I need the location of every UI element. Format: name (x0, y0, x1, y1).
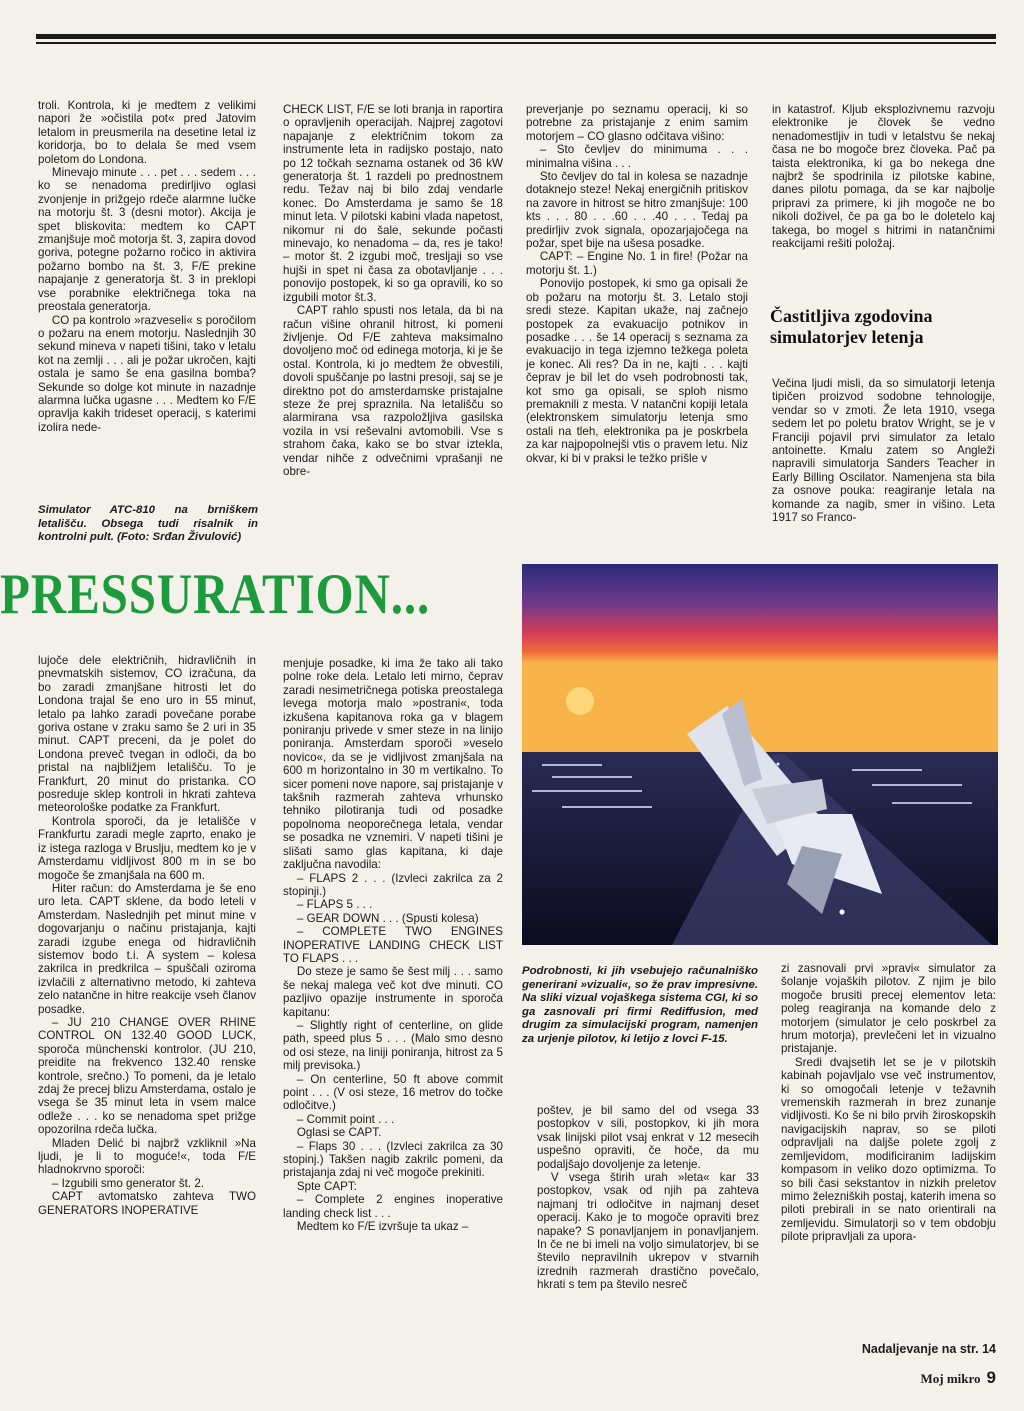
paragraph: – Commit point . . . (296, 1112, 395, 1126)
paragraph: troli. Kontrola, ki je medtem z velikimi napori že »očistila pot« pred Jatovim letalom in preusmerila na desetine letal iz koridorja, bo to delala še med vsem poletom do Londona. (38, 99, 256, 166)
top-rule (36, 34, 996, 39)
sky (522, 564, 998, 754)
column-4-mid (772, 377, 995, 549)
headline: PRESSURATION... (0, 563, 431, 626)
column-1-top (38, 99, 256, 499)
paragraph: Mladen Delić bi najbrž vzkliknil »Na ljudi, je li to moguće!«, toda F/E hladnokrvno sporoči: (38, 1136, 256, 1177)
paragraph: – Izgubili smo generator št. 2. (51, 1176, 204, 1190)
paragraph: – FLAPS 5 . . . (296, 898, 373, 912)
paragraph: CAPT rahlo spusti nos letala, da bi na račun višine ohranil hitrost, ki pomeni življenje. Od F/E zahteva maksimalno dovoljeno moč od edinega motorja, ki je še ostal. Kontrola, ki jo medtem že obvestili, dovoli spuščanje po lastni presoji, saj se je direktno pot do amsterdamske pristajalne steze že prej spraznila. Na letališču so alarmirana vsa razpoložljiva gasilska vozila in vsi reševalni avtomobili. Vse s strahom čaka, kako se bo stvar iztekla, vendar nihče z odvečnimi vprašanji ne obre- (283, 304, 503, 478)
magazine-name: Moj mikro (920, 1371, 981, 1386)
paragraph: V vsega štirih urah »leta« kar 33 postopkov, vsak od njih pa zahteva najmanj tri odločitve in najmanj deset operacij. Kako je to mogoče opraviti brez napake? S ponavljanjem in ponavljanjem. In če ne bi imeli na voljo simulatorjev, bi se število nepravilnih ukrepov v stvarnih izrednih razmerah drastično povečalo, hkrati s tem pa število nesreč (537, 1171, 759, 1292)
paragraph: Oglasi se CAPT. (296, 1126, 382, 1140)
paragraph: Sto čevljev do tal in kolesa se nazadnje dotaknejo steze! Nekaj energičnih pritiskov na zavore in hitrost se hitro zmanjšuje: 100 kts . . . 80 . . .60 . . .40 . . . Tedaj pa predirljiv zvok signala, opozarjajočega na požar, spet bije na ušesa posadke. (526, 170, 748, 251)
paragraph: Sredi dvajsetih let se je v pilotskih kabinah pojavljalo vse več instrumentov, ki so omogočali letenje v težavnih vremenskih razmerah in brez zunanje vidljivosti. Ko še ni bilo prvih žiroskopskih navigacijskih naprav, so se piloti odpravljali na daljše polete zgolj z zemljevidom, modificiranim ladijskim kompasom in veliko dozo optimizma. To so bili časi sekstantov in nizkih preletov mimo železniških postaj, katerih imena so piloti prebirali in se nato orientirali na zemljevidu. Simulatorji so v tem obdobju pilote pripravljali za upora- (781, 1055, 996, 1244)
paragraph: – Flaps 30 . . . (Izvleci zakrilca za 30 stopinj.) Takšen nagib zakrilc pomeni, da pristajanja zdaj ni več mogoče prekiniti. (283, 1139, 503, 1180)
column-2-bottom (283, 657, 503, 1330)
photo-caption-simulator: Simulator ATC-810 na brniškem letališču. Obsega tudi risalnik in kontrolni pult. (Foto: Srđan Živulović) (38, 504, 258, 544)
top-rule-thin (36, 42, 996, 44)
paragraph: – Slightly right of centerline, on glide path, speed plus 5 . . . (Malo smo desno od osi steze, na liniji poniranja, hitrost za 5 milj previsoka.) (283, 1018, 503, 1073)
paragraph: Minevajo minute . . . pet . . . sedem . . . ko se nenadoma predirljivo oglasi zvonjenje in prižgejo rdeče alarmne lučke na motorju št. 3 (desni motor). Akcija je spet bliskovita: medtem ko CAPT zmanjšuje moč motorja št. 3, zapira dovod goriva, potegne požarno ročico in aktivira požarno bombo na št. 3, F/E prekine napajanje z generatorja št. 3 in preklopi vse porabnike električnega toka na preostala generatorja. (38, 166, 256, 314)
paragraph: – GEAR DOWN . . . (Spusti kolesa) (296, 911, 479, 925)
paragraph: Večina ljudi misli, da so simulatorji letenja tipičen proizvod sodobne tehnologije, vendar so v zmoti. Že leta 1910, vsega sedem let po poletu bratov Wright, se je v Franciji pojavil prvi simulator za letalo antoinette. Kmalu zatem so Angleži napravili simulatorja Sanders Teacher in Early Billing Oscilator. Namenjena sta bila za osnove pouka: reagiranje letala na komande za nagib, smer in višino. Leta 1917 so Franco- (772, 377, 995, 525)
paragraph: CHECK LIST, F/E se loti branja in raportira o opravljenih operacijah. Najprej zagotovi napajanje z električnim tokom za instrumente leta in radijsko postajo, nato po 12 točkah seznama ostanek od 36 kW generatorja št. 1 razdeli po prednostnem redu. Težav naj bi bilo zdaj vendarle konec. Do Amsterdama je samo še 18 minut leta. V pilotski kabini vlada napetost, nikomur ni do šale, sekunde počasti minevajo, ko nenadoma – da, res je tako! – motor št. 2 izgubi moč, tresljaji so vse hujši in spet ni časa za obotavljanje . . . ponovijo postopek, ki so ga opravili, ko so izgubili motor št.3. (283, 103, 503, 304)
page-number: 9 (986, 1368, 996, 1387)
paragraph: – Complete 2 engines inoperative landing check list . . . (283, 1193, 503, 1220)
column-1-bottom (38, 654, 256, 1330)
paragraph: menjuje posadke, ki ima že tako ali tako polne roke dela. Letalo leti mirno, čeprav zaradi nesimetričnega potiska preostalega levega motorja malo »postrani«, toda izkušena kapitanova roka ga v blagem poniranju privede v smer steze in na linijo poniranja. Amsterdam sporoči »veselo novico«, da se je vidljivost zmanjšala na 600 m horizontalno in 30 m vertikalno. To sicer pomeni nove napore, saj pristajanje v takšnih razmerah zahteva vrhunsko tehniko pilotiranja tudi od posadke popolnoma neoporečnega letala, vendar se posadka ne vznemiri. V napeti tišini je slišati samo glas kapitana, ki daje zaključna navodila: (283, 657, 503, 872)
paragraph: CAPT avtomatsko zahteva TWO GENERATORS INOPERATIVE (38, 1190, 256, 1217)
paragraph: Hiter račun: do Amsterdama je še eno uro leta. CAPT sklene, da bodo leteli v Amsterdam. Naslednjih pet minut mine v dogovarjanju o načinu pristajanja, kajti zaradi izgube enega od hidravličnih sistemov bodo t.i. A system – kolesa zakrilca in predkrilca – spuščali oziroma izvlačili z alternativno metodo, ki zahteva zelo natančne in hitre reakcije vseh članov posadke. (38, 881, 256, 1016)
photo-caption-visual: Podrobnosti, ki jih vsebujejo računalniško generirani »vizuali«, so že prav impresivne. Na sliki vizual vojaškega sistema CGI, ki so ga zasnovali pri firmi Rediffusion, med drugim za simulacijski program, namenjen za urjenje pilotov, ki letijo z lovci F-15. (522, 965, 758, 1045)
paragraph: Kontrola sporoči, da je letališče v Frankfurtu zaradi megle zaprto, enako je iz istega razloga v Bruslju, medtem ko je v Amsterdamu vidljivost 800 m in se bo mogoče še zmanjšala na 600 m. (38, 814, 256, 882)
paragraph: CO pa kontrolo »razveseli« s poročilom o požaru na enem motorju. Naslednjih 30 sekund mineva v napeti tišini, tako v letalu kot na zemlji . . . ali je požar ukročen, kajti ostala je samo še ena gasilna bomba? Sekunde so dolge kot minute in nazadnje alarmna lučka ugasne . . . Medtem ko F/E opravlja kakih trideset operacij, s katerimi izolira nede- (38, 313, 256, 434)
subheading: Častitljiva zgodovina simulatorjev letenja (770, 306, 933, 347)
paragraph: preverjanje po seznamu operacij, ki so potrebne za pristajanje z enim samim motorjem – CO glasno odčitava višino: (526, 103, 748, 143)
paragraph: – FLAPS 2 . . . (Izvleci zakrilca za 2 stopinji.) (283, 871, 503, 898)
paragraph: Spte CAPT: (296, 1179, 357, 1193)
page-folio (860, 1368, 996, 1388)
column-3-bottom (537, 1104, 759, 1336)
paragraph: poštev, je bil samo del od vsega 33 postopkov v sili, postopkov, ki jih mora vsak linijski pilot vsaj enkrat v 12 mesecih uspešno opraviti, če hoče, da mu podaljšajo dovoljenje za letenje. (537, 1104, 759, 1171)
paragraph: Ponovijo postopek, ki smo ga opisali že ob požaru na motorju št. 3. Letalo stoji sredi steze. Kapitan ukaže, naj začnejo postopek za evakuacijo potnikov in posadke . . . še 14 operacij s seznama za evakuacijo in tega izjemno težkega poleta je konec. Ali res? Da in ne, kajti . . . kajti čeprav je bil let do vseh podrobnosti tak, kot smo ga opisali, se sploh nismo premaknili z mesta. V natančni kopiji letala (elektronskem simulatorju letenja smo ostali na tleh, elektronika pa je poskrbela za kar najpopolnejši vtis o pravem letu. Niz okvar, ki bi v praksi le težko prišle v (526, 277, 748, 465)
paragraph: – Sto čevljev do minimuma . . . minimalna višina . . . (526, 143, 748, 170)
continued-notice: Nadaljevanje na str. 14 (861, 1342, 996, 1356)
paragraph: – On centerline, 50 ft above commit point . . . (V osi steze, 16 metrov do točke odločitve.) (283, 1072, 503, 1113)
paragraph: Medtem ko F/E izvršuje ta ukaz – (296, 1220, 469, 1234)
paragraph: lujoče dele električnih, hidravličnih in pnevmatskih sistemov, CO izračuna, da bo zaradi zmanjšane hitrosti let do Londona trajal še eno uro in 55 minut, letalo pa lahko zaradi povečane porabe goriva ostane v zraku samo še 2 uri in 35 minut. CAPT preceni, da je polet do Londona preveč tvegan in odloči, da bo pristal na najbližjem letališču. To je Frankfurt, 20 minut do pristanka. CO posreduje sklep kontroli in hkrati zahteva meteorološke podatke za Frankfurt. (38, 654, 256, 815)
paragraph: zi zasnovali prvi »pravi« simulator za šolanje vojaških pilotov. Z njim je bilo mogoče brusiti precej elementov leta: poleg reagiranja na komande delo z motorjem (simulator je celo poskrbel za hrum motorja), prevlečeni let in vizualno pristajanje. (781, 962, 996, 1056)
simulator-visual-photo (522, 564, 998, 945)
paragraph: Do steze je samo še šest milj . . . samo še nekaj malega več kot dve minuti. CO pazljivo opazije instrumente in sporoča kapitanu: (283, 965, 503, 1019)
paragraph: in katastrof. Kljub eksplozivnemu razvoju elektronike je človek še vedno nenadomestljiv in tudi v letalstvu še nekaj časa ne bo mogoče brez človeka. Pač pa taista elektronika, ki ga bo nekega dne najbrž še spodrinila iz pilotske kabine, danes pilotu pomaga, da se kar najbolje pripravi za primere, ki jih mogoče ne bo nikoli doživel, če pa ga bo le doletelo kaj takega, bo mogel s hitrimi in natančnimi reakcijami rešiti položaj. (772, 103, 995, 251)
sun (566, 687, 594, 715)
column-4-top (772, 103, 995, 303)
column-4-bottom (781, 962, 996, 1336)
column-3-top (526, 103, 748, 549)
column-2-top (283, 103, 503, 549)
paragraph: CAPT: – Engine No. 1 in fire! (Požar na motorju št. 1.) (526, 250, 748, 277)
paragraph: – COMPLETE TWO ENGINES INOPERATIVE LANDING CHECK LIST TO FLAPS . . . (283, 925, 503, 965)
paragraph: – JU 210 CHANGE OVER RHINE CONTROL ON 132.40 GOOD LUCK, sporoča münchenski kontrolor. (JU 210, preidite na frekvenco 132.40 renske kontrole, srečno.) To pomeni, da je letalo zdaj že precej blizu Amsterdama, ostalo je vsega še 35 minut leta in vsem malce odleže . . . ko se nenadoma spet prižge opozorilna rdeča lučka. (38, 1015, 256, 1137)
